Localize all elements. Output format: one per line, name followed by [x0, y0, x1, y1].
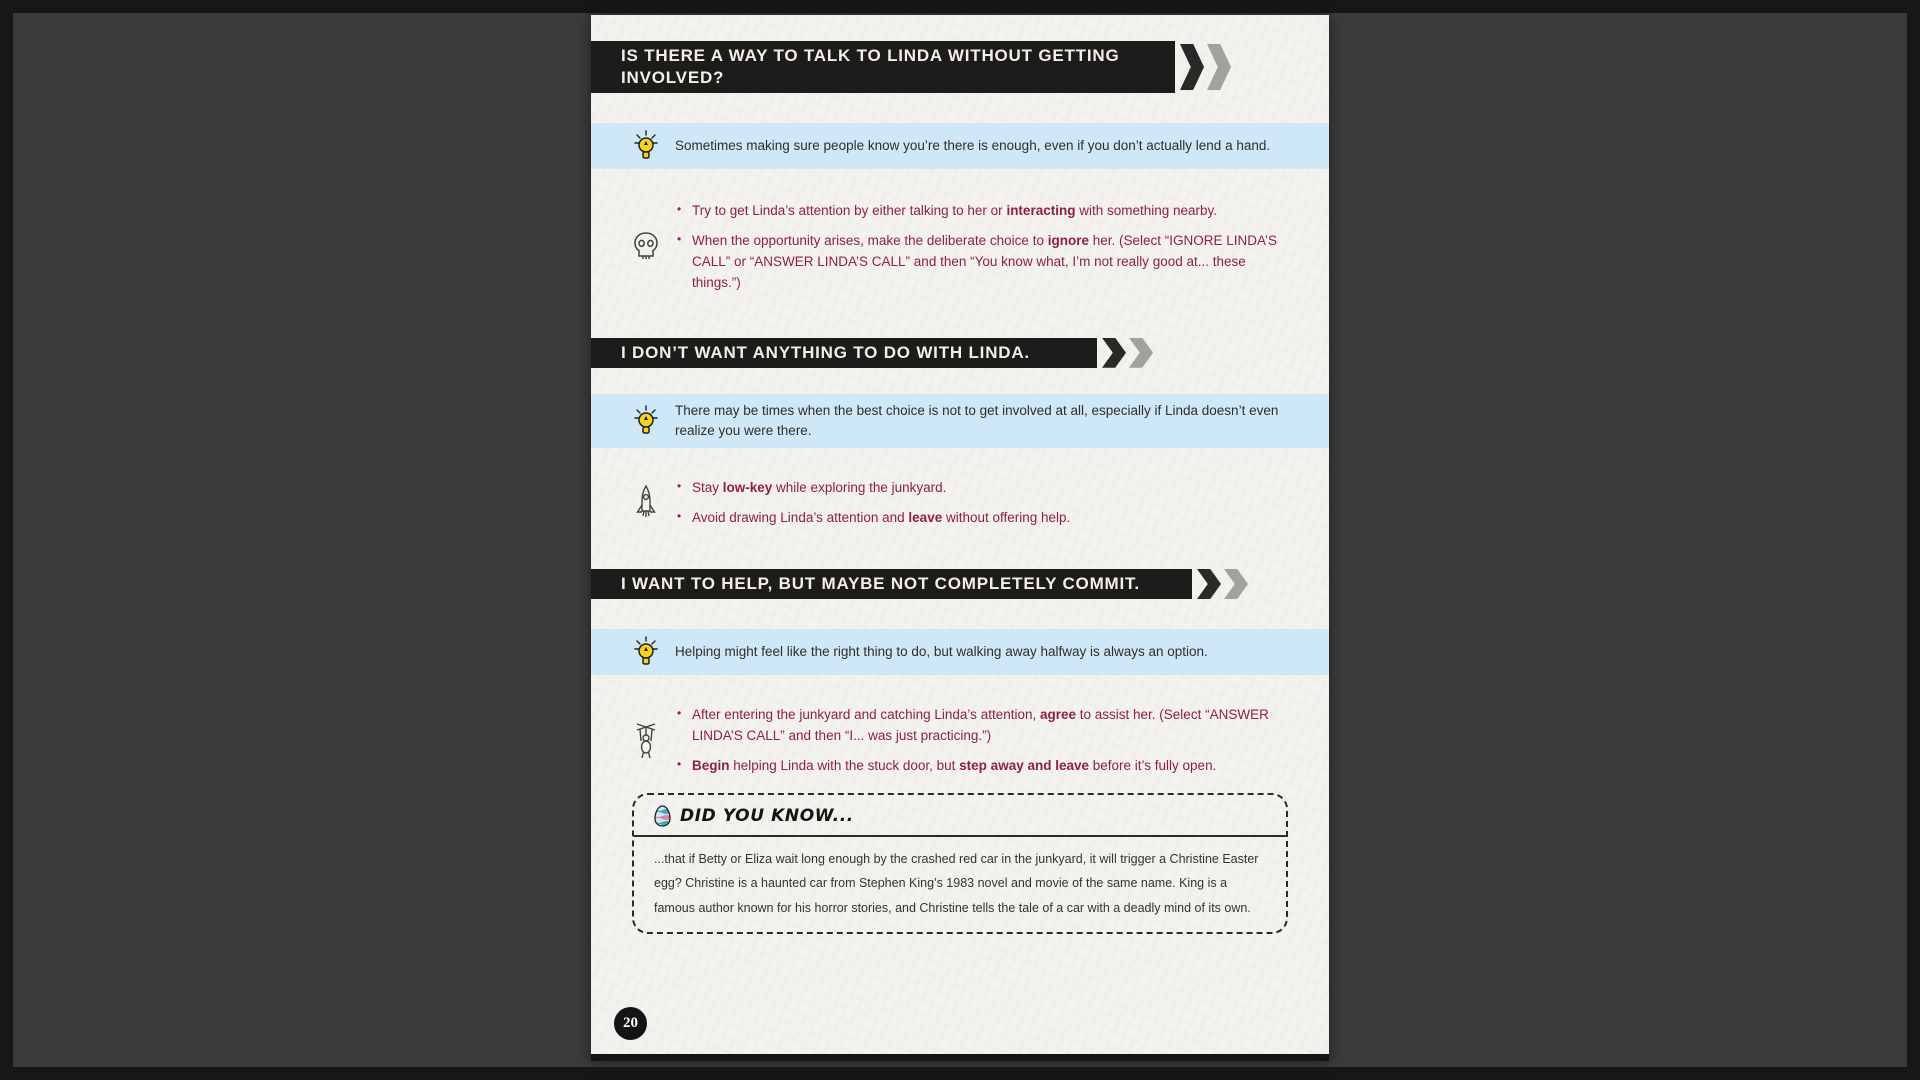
bullet-list [675, 705, 1329, 777]
bullet-item: • When the opportunity arises, make the deliberate choice to ignore her. (Select “IGNORE LINDA’S CALL” or “ANSWER LINDA’S CALL” and then “You know what, I’m not really good at... these things.”) [675, 231, 1283, 294]
did-you-know-header [634, 801, 1286, 837]
bullet-section [591, 478, 1329, 529]
chevron-right-icon [1197, 569, 1221, 599]
tip-box [591, 394, 1329, 449]
section-banner [591, 41, 1329, 93]
bullet-item: • Try to get Linda’s attention by either talking to her or interacting with something nearby. [675, 201, 1283, 222]
banner-bar [591, 338, 1097, 368]
section-banner [591, 338, 1329, 368]
chevron-right-icon [1224, 569, 1248, 599]
page-footer-bar [591, 1054, 1329, 1061]
marionette-icon [629, 705, 663, 777]
tip-box [591, 629, 1329, 675]
banner-title: I WANT TO HELP, BUT MAYBE NOT COMPLETELY COMMIT. [621, 573, 1140, 593]
bullet-item: • Avoid drawing Linda’s attention and leave without offering help. [675, 508, 1283, 529]
chevron-right-icon [1180, 44, 1204, 90]
bullet-list [675, 201, 1329, 294]
rocket-icon [629, 478, 663, 529]
banner-chevrons [1180, 41, 1231, 93]
page-number-badge: 20 [614, 1007, 647, 1040]
lightbulb-icon [631, 130, 661, 162]
lightbulb-icon [631, 405, 661, 437]
bullet-item: • After entering the junkyard and catching Linda’s attention, agree to assist her. (Select “ANSWER LINDA’S CALL” and then “I... was just practicing.”) [675, 705, 1283, 747]
section-talk-without-getting-involved [591, 15, 1329, 294]
skull-icon [629, 201, 663, 294]
tip-text: Sometimes making sure people know you’re there is enough, even if you don’t actually lend a hand. [675, 137, 1271, 153]
section-banner [591, 569, 1329, 599]
banner-title: I DON’T WANT ANYTHING TO DO WITH LINDA. [621, 342, 1030, 362]
did-you-know-title: DID YOU KNOW... [680, 805, 854, 826]
bullet-section [591, 705, 1329, 777]
bullet-item: • Stay low-key while exploring the junkyard. [675, 478, 1283, 499]
tip-text: Helping might feel like the right thing to do, but walking away halfway is always an option. [675, 643, 1208, 659]
section-nothing-to-do-with-linda [591, 338, 1329, 529]
bullet-section [591, 201, 1329, 294]
chevron-right-icon [1129, 338, 1153, 368]
banner-chevrons [1197, 569, 1248, 599]
section-help-not-completely-commit [591, 569, 1329, 777]
banner-chevrons [1102, 338, 1153, 368]
easter-egg-icon [654, 805, 671, 827]
tip-box [591, 123, 1329, 169]
chevron-right-icon [1207, 44, 1231, 90]
did-you-know-box [632, 793, 1288, 934]
banner-title: IS THERE A WAY TO TALK TO LINDA WITHOUT GETTING INVOLVED? [621, 45, 1120, 87]
tip-text: There may be times when the best choice is not to get involved at all, especially if Linda doesn’t even realize you were there. [675, 402, 1279, 438]
banner-bar [591, 41, 1175, 93]
bullet-item: • Begin helping Linda with the stuck door, but step away and leave before it’s fully open. [675, 756, 1283, 777]
did-you-know-body: ...that if Betty or Eliza wait long enough by the crashed red car in the junkyard, it will trigger a Christine Easter egg? Christine is a haunted car from Stephen King’s 1983 novel and movie of the same name. King is a famous author known for his horror stories, and Christine tells the tale of a car with a deadly mind of its own. [654, 851, 1259, 915]
bullet-list [675, 478, 1329, 529]
banner-bar [591, 569, 1192, 599]
guide-page [591, 15, 1329, 1061]
lightbulb-icon [631, 636, 661, 668]
chevron-right-icon [1102, 338, 1126, 368]
